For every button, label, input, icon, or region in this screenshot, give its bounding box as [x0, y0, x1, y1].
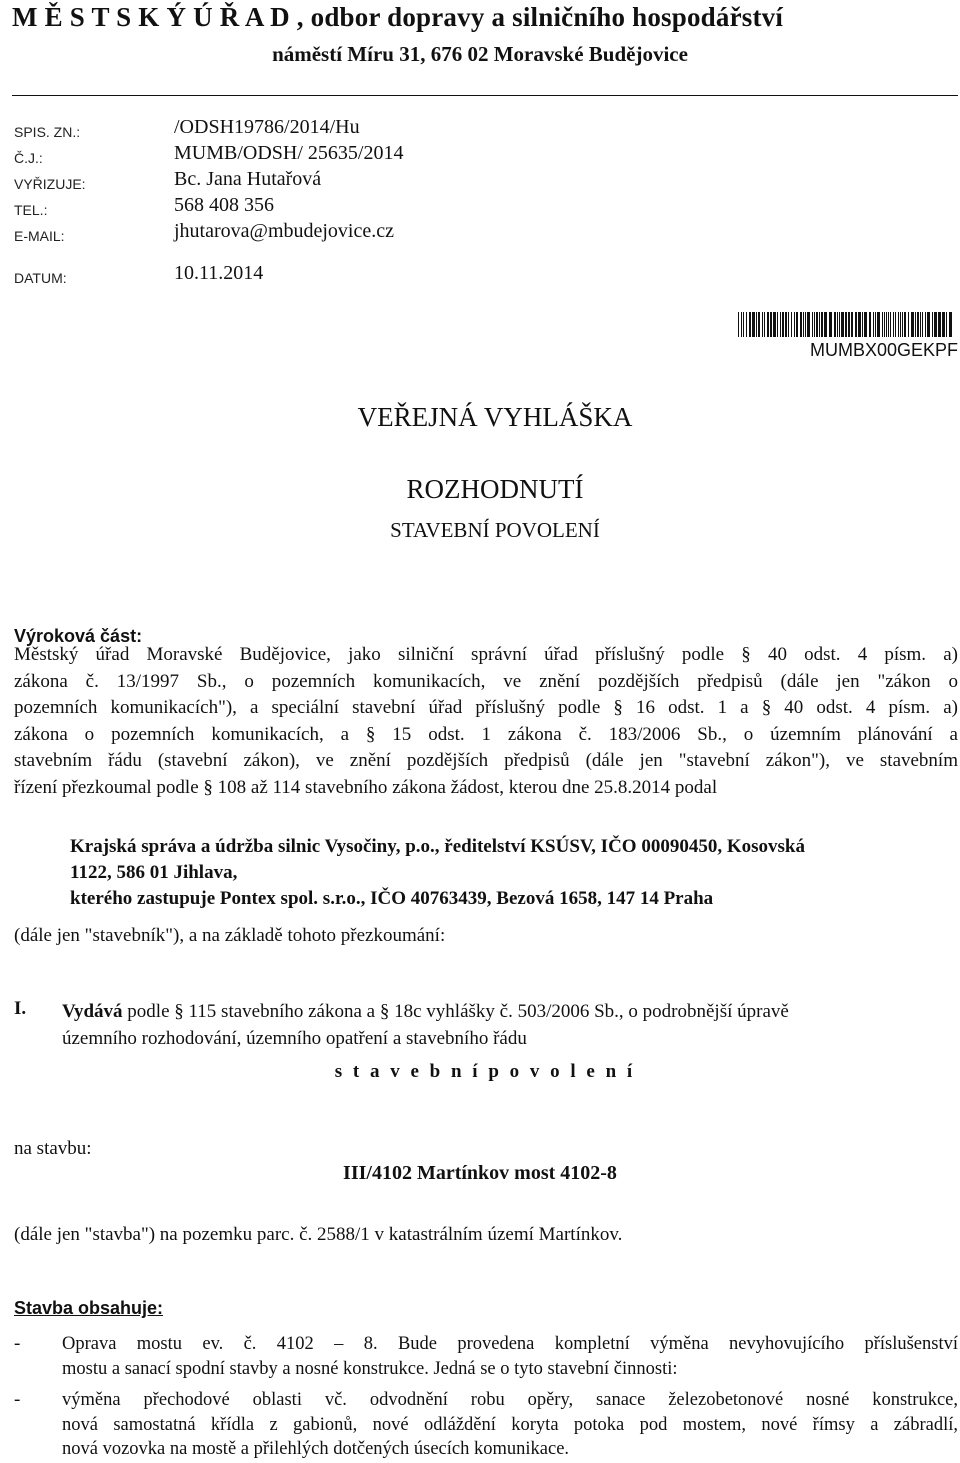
meta-value-cj: MUMB/ODSH/ 25635/2014 [174, 142, 404, 164]
building-permit-spaced-heading: s t a v e b n í p o v o l e n í [334, 1061, 636, 1082]
barcode-bar [862, 312, 863, 337]
barcode-bar [917, 312, 919, 337]
bullet-line: Oprava mostu ev. č. 4102 – 8. Bude provedena kompletní výměna nevyhovujícího příslušenství [62, 1334, 958, 1354]
applicant-representative: kterého zastupuje Pontex spol. s.r.o., IČO 40763439, Bezová 1658, 147 14 Praha [70, 888, 714, 909]
barcode-bar [942, 312, 945, 337]
barcode-bar [741, 312, 742, 337]
bullet-dash: - [14, 1333, 21, 1354]
meta-label-tel: TEL.: [14, 202, 48, 218]
barcode-bar [898, 312, 899, 337]
decision-heading: ROZHODNUTÍ [406, 474, 584, 504]
barcode-bar [777, 312, 778, 337]
barcode-bar [895, 312, 896, 337]
issue-paragraph [62, 998, 958, 1052]
barcode-bar [738, 312, 739, 337]
barcode-bar [807, 312, 810, 337]
barcode-bar [900, 312, 901, 337]
barcode-bar [829, 312, 832, 337]
stavebnik-note: (dále jen "stavebník"), a na základě tohoto přezkoumání: [14, 925, 446, 946]
barcode-bar [770, 312, 772, 337]
barcode-bar [845, 312, 847, 337]
meta-value-datum: 10.11.2014 [174, 262, 264, 284]
issue-text-line-2: územního rozhodování, územního opatření a stavebního řádu [62, 1028, 527, 1049]
main-paragraph-line: zákona č. 13/1997 Sb., o pozemních komunikacích, ve znění pozdějších předpisů (dále jen "zákon o [14, 670, 958, 692]
barcode-bar [782, 312, 784, 337]
barcode-bar [908, 312, 909, 337]
barcode-bar [803, 312, 804, 337]
barcode-image [738, 312, 956, 337]
issue-verb: Vydává [62, 1001, 123, 1022]
barcode-bar [837, 312, 838, 337]
barcode-bar [762, 312, 763, 337]
barcode-bar [875, 312, 876, 337]
barcode-bar [756, 312, 757, 337]
main-paragraph-line: stavebním řádu (stavební zákon), ve znění pozdějších předpisů (dále jen "stavební zákon"), ve stavebním [14, 750, 958, 771]
barcode-bar [925, 312, 926, 337]
barcode-bar [886, 312, 887, 337]
main-paragraph-line: řízení přezkoumal podle § 108 až 114 stavebního zákona žádost, kterou dne 25.8.2014 podal [14, 776, 718, 798]
bullet-line: nová samostatná křídla z gabionů, nové odláždění koryta potoka pod mostem, nové římsy a zábradlí, [62, 1414, 958, 1435]
barcode-bar [904, 312, 906, 337]
barcode-bar [841, 312, 844, 337]
main-paragraph-line: pozemních komunikacích"), a speciální stavební úřad příslušný podle § 16 odst. 1 a § 40 odst. 4 písm. a) [14, 697, 958, 718]
meta-value-spis: /ODSH19786/2014/Hu [174, 116, 360, 138]
barcode-bar [890, 312, 891, 337]
barcode-bar [749, 312, 751, 337]
office-address: náměstí Míru 31, 676 02 Moravské Budějovice [272, 42, 688, 66]
barcode-bar [824, 312, 827, 337]
barcode-bar [812, 312, 813, 337]
barcode-bar [922, 312, 923, 337]
applicant-line-2: 1122, 586 01 Jihlava, [70, 862, 238, 883]
barcode-bar [946, 312, 947, 337]
barcode-bar [780, 312, 781, 337]
barcode-bar [794, 312, 795, 337]
barcode-bar [821, 312, 823, 337]
meta-label-spis: SPIS. ZN.: [14, 124, 81, 140]
barcode-bar [855, 312, 857, 337]
meta-value-tel: 568 408 356 [174, 194, 274, 216]
barcode-bar [814, 312, 815, 337]
barcode-bar [839, 312, 840, 337]
barcode-bar [800, 312, 802, 337]
applicant-line-1: Krajská správa a údržba silnic Vysočiny, p.o., ředitelství KSÚSV, IČO 00090450, Kosovská [70, 836, 805, 857]
barcode-bar [743, 312, 744, 337]
bullet-item [62, 1332, 958, 1381]
barcode-bar [864, 312, 867, 337]
barcode-bar [796, 312, 798, 337]
barcode-bar [758, 312, 760, 337]
barcode-bar [851, 312, 853, 337]
barcode-bar [869, 312, 871, 337]
barcode-bar [888, 312, 889, 337]
barcode-bar [873, 312, 874, 337]
barcode-bar [788, 312, 789, 337]
barcode-bar [773, 312, 776, 337]
barcode-bar [902, 312, 903, 337]
barcode-bar [884, 312, 885, 337]
barcode-bar [767, 312, 769, 337]
barcode-bar [927, 312, 930, 337]
barcode-bar [934, 312, 937, 337]
barcode-bar [805, 312, 806, 337]
bullet-line: mostu a sanací spodní stavby a nosné konstrukce. Jedná se o tyto stavební činnosti: [62, 1358, 678, 1379]
barcode-bar [858, 312, 861, 337]
barcode-bar [920, 312, 921, 337]
construction-contents-title: Stavba obsahuje: [14, 1298, 164, 1318]
barcode-bar [746, 312, 747, 337]
public-notice-heading: VEŘEJNÁ VYHLÁŠKA [357, 402, 633, 432]
main-paragraph-line: zákona o pozemních komunikacích, a § 15 odst. 1 zákona č. 183/2006 Sb., o územním plánování a [14, 723, 958, 745]
barcode-bar [877, 312, 880, 337]
barcode-bar [932, 312, 933, 337]
barcode-bar [882, 312, 883, 337]
construction-label: na stavbu: [14, 1138, 92, 1159]
header-divider [12, 95, 958, 96]
barcode-bar [764, 312, 765, 337]
meta-label-cj: Č.J.: [14, 150, 43, 166]
construction-name: III/4102 Martínkov most 4102-8 [343, 1162, 617, 1184]
office-title: M Ě S T S K Ý Ú Ř A D , odbor dopravy a silničního hospodářství [12, 2, 784, 32]
barcode-bar [893, 312, 894, 337]
barcode-bar [848, 312, 850, 337]
barcode-text: MUMBX00GEKPF [809, 340, 958, 360]
bullet-item [62, 1388, 958, 1462]
barcode-bar [949, 312, 952, 337]
barcode-bar [791, 312, 792, 337]
bullet-line: nová vozovka na mostě a přilehlých dotčených úsecích komunikace. [62, 1439, 570, 1459]
meta-label-email: E-MAIL: [14, 228, 65, 244]
meta-label-datum: DATUM: [14, 270, 67, 286]
barcode-bar [834, 312, 836, 337]
meta-label-vyrizuje: VYŘIZUJE: [14, 176, 86, 192]
barcode-bar [915, 312, 916, 337]
main-paragraph [14, 642, 958, 801]
building-permit-heading: STAVEBNÍ POVOLENÍ [390, 518, 600, 542]
barcode-bar [816, 312, 818, 337]
meta-value-email: jhutarova@mbudejovice.cz [174, 220, 394, 242]
meta-value-vyrizuje: Bc. Jana Hutařová [174, 168, 322, 190]
issue-text: podle § 115 stavebního zákona a § 18c vyhlášky č. 503/2006 Sb., o podrobnější úpravě [122, 1001, 789, 1022]
construction-note: (dále jen "stavba") na pozemku parc. č. 2588/1 v katastrálním území Martínkov. [14, 1224, 623, 1245]
barcode-bar [785, 312, 787, 337]
main-paragraph-line: Městský úřad Moravské Budějovice, jako silniční správní úřad příslušný podle § 40 odst. 4 písm. a) [14, 644, 958, 665]
section-number: I. [14, 998, 27, 1019]
bullet-dash: - [14, 1389, 21, 1410]
barcode-bar [911, 312, 914, 337]
barcode-bar [938, 312, 941, 337]
verdict-section-title: Výroková část: [14, 626, 143, 646]
barcode-bar [752, 312, 755, 337]
barcode-bar [819, 312, 820, 337]
bullet-line: výměna přechodové oblasti vč. odvodnění robu opěry, sanace železobetonové nosné konstrukce, [62, 1390, 958, 1410]
